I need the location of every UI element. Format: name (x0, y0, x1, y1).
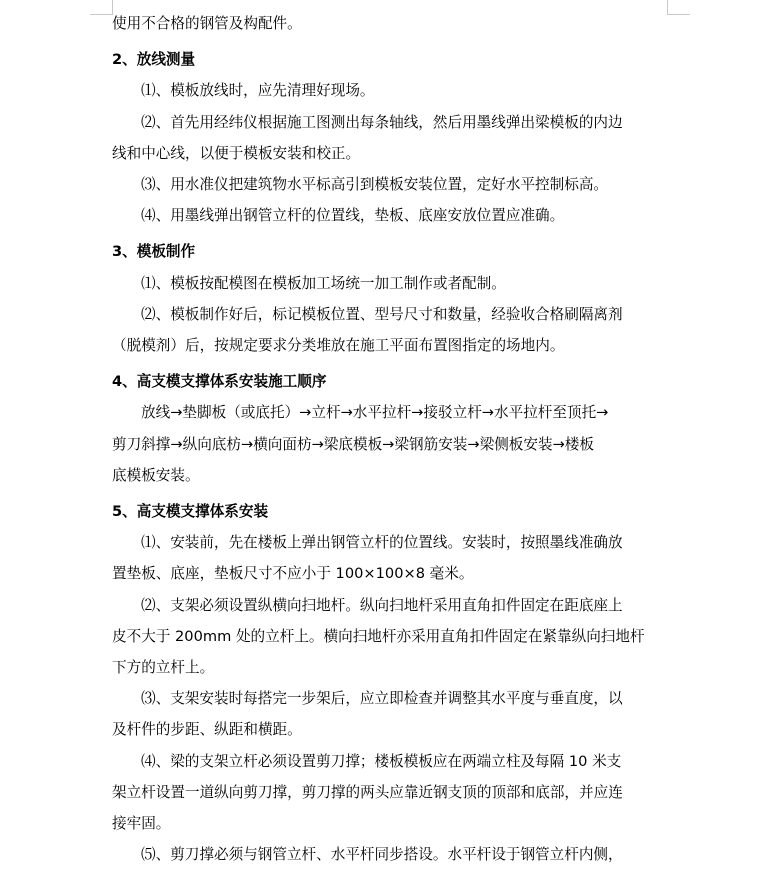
text-line: 线和中心线，以便于模板安装和校正。 (112, 144, 361, 162)
crop-mark-right (667, 0, 690, 15)
text-line: 接牢固。 (112, 815, 171, 833)
section-heading: 2、放线测量 (112, 51, 196, 69)
document-body (112, 8, 668, 870)
text-line: ⑷、梁的支架立杆必须设置剪刀撑；楼板模板应在两端立柱及每隔 10 米支 (141, 752, 622, 770)
section-heading: 5、高支模支撑体系安装 (112, 503, 269, 521)
text-line: ⑵、支架必须设置纵横向扫地杆。纵向扫地杆采用直角扣件固定在距底座上 (141, 596, 623, 614)
text-line: ⑴、模板按配模图在模板加工场统一加工制作或者配制。 (141, 274, 506, 292)
text-line: ⑶、支架安装时每搭完一步架后，应立即检查并调整其水平度与垂直度，以 (141, 690, 623, 708)
text-line: 及杆件的步距、纵距和横距。 (112, 721, 302, 739)
text-line: ⑴、模板放线时，应先清理好现场。 (141, 82, 375, 100)
text-line: 使用不合格的钢管及构配件。 (112, 15, 302, 32)
text-line: ⑴、安装前，先在楼板上弹出钢管立杆的位置线。安装时，按照墨线准确放 (141, 534, 623, 552)
text-line: ⑵、模板制作好后，标记模板位置、型号尺寸和数量，经验收合格刷隔离剂 (141, 305, 623, 323)
text-line: 剪刀斜撑→纵向底枋→横向面枋→梁底模板→梁钢筋安装→梁侧板安装→楼板 (112, 435, 594, 453)
text-line: ⑵、首先用经纬仪根据施工图测出每条轴线，然后用墨线弹出梁模板的内边 (141, 113, 623, 131)
text-line: 下方的立杆上。 (112, 659, 215, 677)
text-line: 架立杆设置一道纵向剪刀撑，剪刀撑的两头应靠近钢支顶的顶部和底部，并应连 (112, 783, 623, 801)
text-line: ⑷、用墨线弹出钢管立杆的位置线，垫板、底座安放位置应准确。 (141, 207, 565, 225)
text-line: ⑶、用水准仪把建筑物水平标高引到模板安装位置，定好水平控制标高。 (141, 176, 609, 194)
text-line: 底模板安装。 (112, 466, 200, 484)
text-line: 放线→垫脚板（或底托）→立杆→水平拉杆→接驳立杆→水平拉杆至顶托→ (141, 404, 609, 422)
text-line: 皮不大于 200mm 处的立杆上。横向扫地杆亦采用直角扣件固定在紧靠纵向扫地杆 (112, 627, 645, 645)
section-heading: 3、模板制作 (112, 243, 196, 261)
crop-mark-left (90, 0, 113, 15)
text-line: ⑸、剪刀撑必须与钢管立杆、水平杆同步搭设。水平杆设于钢管立杆内侧， (141, 846, 623, 864)
text-line: 置垫板、底座，垫板尺寸不应小于 100×100×8 毫米。 (112, 565, 474, 583)
section-heading: 4、高支模支撑体系安装施工顺序 (112, 373, 327, 391)
text-line: （脱模剂）后，按规定要求分类堆放在施工平面布置图指定的场地内。 (112, 337, 565, 355)
